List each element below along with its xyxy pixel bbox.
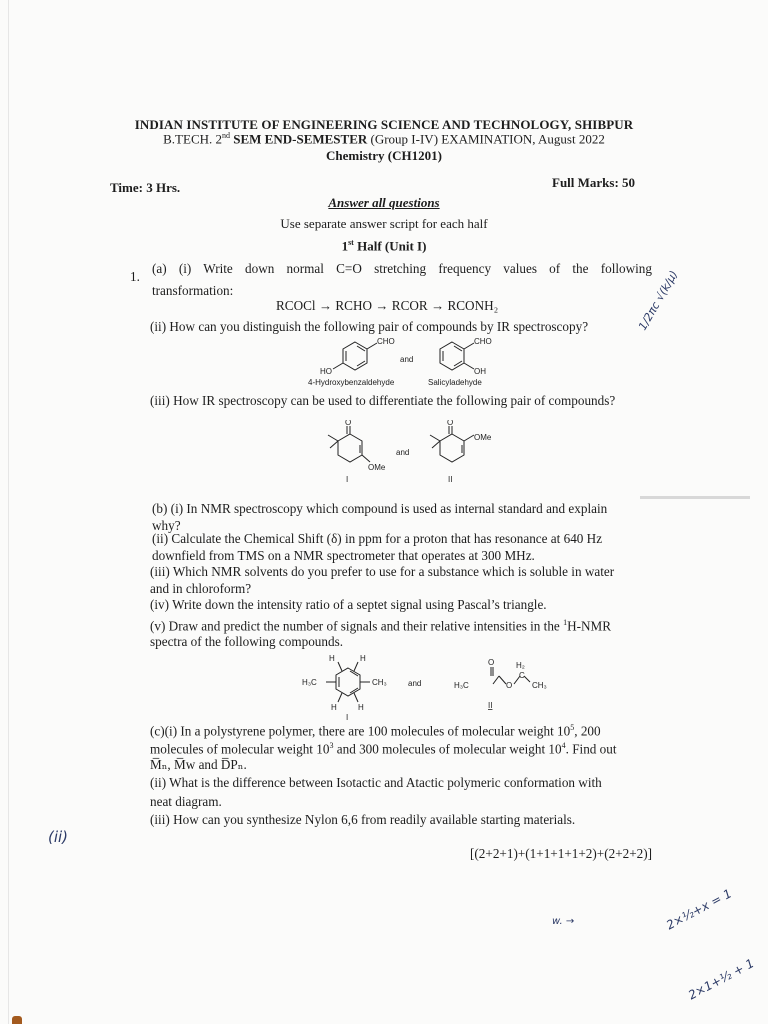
compound-name-1: 4-Hydroxybenzaldehyde: [308, 378, 395, 387]
q1b-v-sup: 1: [563, 618, 568, 627]
and-label-2: and: [396, 448, 410, 457]
half-prefix: 1: [341, 238, 349, 254]
full-marks-label: Full Marks: 50: [552, 175, 636, 190]
h-label-4: H: [358, 703, 364, 712]
and-label-1: and: [400, 355, 414, 364]
roman-i-1: I: [346, 475, 349, 484]
ho-label: HO: [320, 367, 332, 376]
q1b-i-line2: why?: [152, 518, 181, 533]
exam-rest: (Group I-IV) EXAMINATION, August 2022: [367, 131, 605, 147]
streak-mark: [640, 496, 750, 499]
o-label-1: O: [345, 420, 352, 427]
q1a-iii: (iii) How IR spectroscopy can be used to differentiate the following pair of compounds?: [150, 393, 616, 408]
q1c-i-line2-mid: and 300 molecules of molecular weight 10: [333, 741, 562, 757]
q1b-ii-line2: downfield from TMS on a NMR spectrometer that operates at 300 MHz.: [152, 548, 535, 563]
h-label-3: H: [331, 703, 337, 712]
subject-title: Chemistry (CH1201): [326, 148, 442, 163]
pen-tip: [12, 1016, 22, 1024]
exam-bold: SEM END-SEMESTER: [230, 131, 368, 147]
compound-name-2: Salicyladehyde: [428, 378, 482, 387]
half-sup: st: [348, 238, 354, 247]
script-note: Use separate answer script for each half: [280, 216, 488, 231]
q1c-i-line3: M̅ₙ, M̅w and D̅Pₙ.: [150, 757, 247, 772]
exam-sup: nd: [222, 131, 231, 140]
q1c-i-sup3: 4: [561, 741, 566, 750]
q1b-iv: (iv) Write down the intensity ratio of a septet signal using Pascal’s triangle.: [150, 597, 547, 612]
q1c-i-line2-end: . Find out: [565, 741, 617, 757]
q1b-v-suffix: H-NMR: [567, 618, 612, 634]
oh-label: OH: [474, 367, 486, 376]
roman-ii-2: II: [488, 701, 493, 710]
question-number: 1.: [130, 269, 140, 284]
q1a-i-line1: (a) (i) Write down normal C=O stretching frequency values of the following: [152, 261, 652, 276]
roman-ii-1: II: [448, 475, 453, 484]
o-label-3: O: [488, 658, 495, 667]
nmr-structures: [296, 652, 566, 724]
q1b-iii-line1: (iii) Which NMR solvents do you prefer to use for a substance which is soluble in water: [150, 564, 615, 579]
margin-mark: (ii): [48, 828, 69, 846]
h-label-1: H: [329, 654, 335, 663]
cho-label-1: CHO: [377, 337, 395, 346]
ch3-label-1: CH₃: [372, 678, 387, 687]
o-label-2: O: [447, 420, 454, 427]
institute-title: INDIAN INSTITUTE OF ENGINEERING SCIENCE AND TECHNOLOGY, SHIBPUR: [134, 117, 634, 132]
q1b-iii-line2: and in chloroform?: [150, 581, 252, 596]
cho-label-2: CHO: [474, 337, 492, 346]
q1a-i-line2: transformation:: [152, 283, 234, 298]
q1c-i-line2-prefix: molecules of molecular weight 10: [150, 741, 330, 757]
marks-scheme: [(2+2+1)+(1+1+1+1+2)+(2+2+2)]: [470, 846, 653, 861]
q1b-ii-line1: (ii) Calculate the Chemical Shift (δ) in ppm for a proton that has resonance at 640 Hz: [152, 531, 603, 546]
q1c-ii-line2: neat diagram.: [150, 794, 222, 809]
ome-label-1: OMe: [368, 463, 386, 472]
half-title: [0, 238, 768, 254]
roman-i-2: I: [346, 713, 349, 722]
h3c-label-2: H₃C: [454, 681, 469, 690]
bottom-mark-2: 2×1+½ + 1: [686, 956, 757, 1003]
exam-title: [0, 131, 768, 147]
bottom-mark-1: 2×½+x = 1: [664, 886, 734, 933]
q1c-i-prefix: (c)(i) In a polystyrene polymer, there are 100 molecules of molecular weight 10: [150, 723, 571, 739]
q1b-v-line1: [150, 614, 611, 634]
reaction-sequence: RCOCl → RCHO → RCOR → RCONH₂: [276, 298, 499, 313]
h2-label: H₂: [516, 661, 525, 670]
q1c-ii-line1: (ii) What is the difference between Isotactic and Atactic polymeric conformation with: [150, 775, 602, 790]
o-label-4: O: [506, 681, 513, 690]
h-label-2: H: [360, 654, 366, 663]
q1c-i-line2: [150, 737, 617, 757]
q1b-v-prefix: (v) Draw and predict the number of signals and their relative intensities in the: [150, 618, 564, 634]
exam-prefix: B.TECH. 2: [163, 131, 223, 147]
half-rest: Half (Unit I): [353, 238, 427, 254]
q1b-v-line2: spectra of the following compounds.: [150, 634, 344, 649]
q1a-ii: (ii) How can you distinguish the following pair of compounds by IR spectroscopy?: [150, 319, 589, 334]
and-label-3: and: [408, 679, 422, 688]
time-label: Time: 3 Hrs.: [110, 180, 181, 195]
c-label: C: [519, 671, 525, 680]
q1c-iii: (iii) How can you synthesize Nylon 6,6 from readily available starting materials.: [150, 812, 576, 827]
scribble-right: 1/2πc √(k/μ): [636, 268, 681, 333]
q1c-i-sup1: 5: [570, 723, 575, 732]
q1c-i-sup2: 3: [329, 741, 334, 750]
ir-structures-iii: [320, 420, 510, 486]
bottom-arrow: w. →: [552, 916, 575, 927]
ome-label-2: OMe: [474, 433, 492, 442]
instruction: Answer all questions: [328, 195, 440, 210]
q1c-i-mid: , 200: [574, 723, 601, 739]
h3c-label-1: H₃C: [302, 678, 317, 687]
q1b-i-line1: (b) (i) In NMR spectroscopy which compound is used as internal standard and explain: [152, 501, 608, 516]
ch3-label-2: CH₃: [532, 681, 547, 690]
